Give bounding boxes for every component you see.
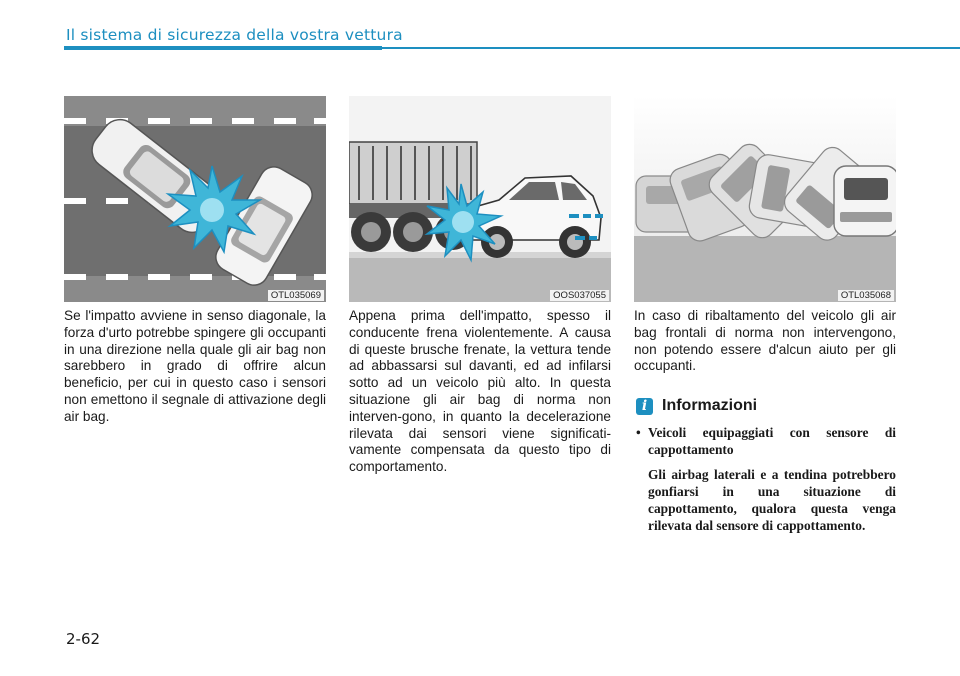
paragraph-underride: Appena prima dell'impatto, spesso il conducente frena violentemente. A causa di queste brusche frenate, la vettura tende ad abbassarsi sul davanti, ed ad infilarsi sotto ad un veicolo più alto. In questa situazione gli air bag di norma non interven-gono, in quanto la decelerazione rilevata dai sensori viene significati-vamente compensata da questo tipo di comportamento. [349, 308, 611, 475]
underride-illustration [349, 96, 611, 302]
header-rule-thin [382, 47, 960, 49]
bullet-symbol: • [636, 425, 641, 440]
paragraph-rollover: In caso di ribaltamento del veicolo gli air bag frontali di norma non intervengono, non potendo essere d'alcun aiuto per gli occupanti. [634, 308, 896, 374]
info-bullet [636, 424, 896, 458]
figure-code: OTL035068 [838, 290, 894, 301]
info-body [636, 424, 896, 534]
figure-code: OOS037055 [550, 290, 609, 301]
info-icon: i [636, 398, 653, 415]
figure-underride-impact [349, 96, 611, 302]
bullet-title: Veicoli equipaggiati con sensore di cappottamento [648, 425, 896, 457]
page-number: 2-62 [66, 630, 101, 648]
bullet-text: Gli airbag laterali e a tendina potrebbero gonfiarsi in una situazione di cappottamento, qualora questa venga rilevata dal sensore di cappottamento. [648, 467, 896, 533]
figure-diagonal-impact [64, 96, 326, 302]
info-heading [636, 397, 757, 415]
info-title: Informazioni [662, 397, 758, 414]
rollover-illustration [634, 96, 896, 302]
diagonal-impact-illustration [64, 96, 326, 302]
paragraph-diagonal-impact: Se l'impatto avviene in senso diagonale, la forza d'urto potrebbe spingere gli occupanti in una direzione nella quale gli air bag non sarebbero in grado di offrire alcun beneficio, per cui in questo caso i sensori non emettono il segnale di attivazione degli air bag. [64, 308, 326, 424]
header-rule-thick [64, 46, 382, 50]
figure-code: OTL035069 [268, 290, 324, 301]
figure-rollover [634, 96, 896, 302]
section-title: Il sistema di sicurezza della vostra vettura [66, 26, 403, 44]
